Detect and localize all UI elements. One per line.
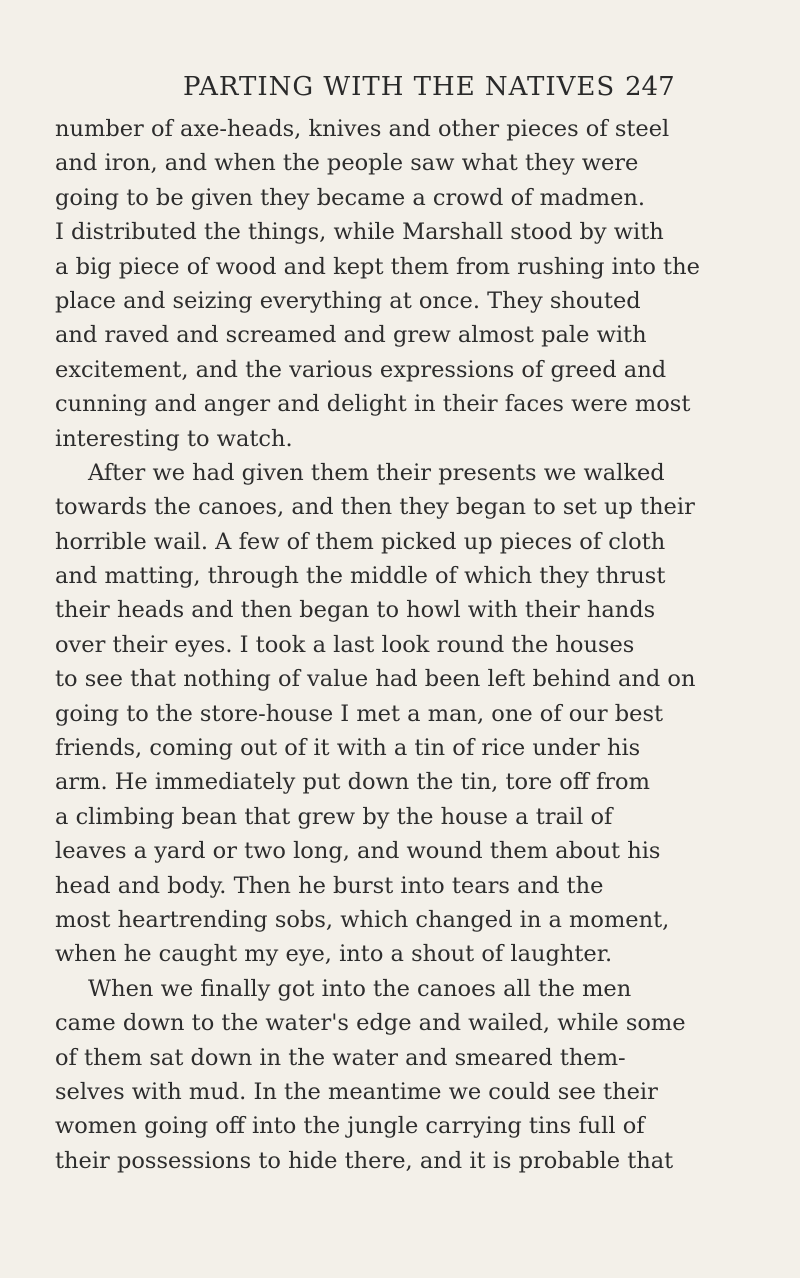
text-line: over their eyes. I took a last look round the houses: [55, 631, 635, 658]
text-line: their possessions to hide there, and it is probable that: [55, 1147, 674, 1174]
text-line: horrible wail. A few of them picked up pieces of cloth: [55, 528, 666, 555]
text-line-paragraph-start: When we finally got into the canoes all the men: [88, 975, 632, 1002]
text-line: cunning and anger and delight in their faces were most: [55, 391, 691, 418]
text-line: selves with mud. In the meantime we could see their: [55, 1078, 658, 1105]
text-line: I distributed the things, while Marshall stood by with: [55, 219, 664, 246]
body-text: [55, 112, 740, 1178]
text-line: arm. He immediately put down the tin, tore off from: [55, 769, 650, 796]
text-line: place and seizing everything at once. They shouted: [55, 287, 641, 314]
text-line: most heartrending sobs, which changed in a moment,: [55, 906, 670, 933]
text-line: and iron, and when the people saw what they were: [55, 150, 639, 177]
text-line: interesting to watch.: [55, 425, 293, 452]
text-line: and raved and screamed and grew almost pale with: [55, 322, 647, 349]
text-line: when he caught my eye, into a shout of laughter.: [55, 941, 613, 968]
text-line: going to be given they became a crowd of madmen.: [55, 184, 646, 211]
text-line: came down to the water's edge and wailed, while some: [55, 1010, 686, 1037]
text-line: women going off into the jungle carrying tins full of: [55, 1113, 645, 1140]
text-line: friends, coming out of it with a tin of rice under his: [55, 735, 641, 762]
running-head: PARTING WITH THE NATIVES: [183, 72, 616, 102]
text-line: towards the canoes, and then they began to set up their: [55, 494, 695, 521]
text-line: going to the store-house I met a man, one of our best: [55, 700, 664, 727]
text-line: a climbing bean that grew by the house a trail of: [55, 803, 613, 830]
text-line: leaves a yard or two long, and wound them about his: [55, 838, 661, 865]
text-line: to see that nothing of value had been left behind and on: [55, 666, 696, 693]
text-line: their heads and then began to howl with their hands: [55, 597, 656, 624]
page-number: 247: [625, 72, 675, 102]
text-line: head and body. Then he burst into tears and the: [55, 872, 604, 899]
text-line: excitement, and the various expressions of greed and: [55, 356, 667, 383]
text-line: and matting, through the middle of which they thrust: [55, 563, 666, 590]
text-line: of them sat down in the water and smeared them-: [55, 1044, 626, 1071]
text-line-paragraph-start: After we had given them their presents we walked: [88, 459, 665, 486]
page-header: [0, 72, 800, 108]
text-line: a big piece of wood and kept them from rushing into the: [55, 253, 700, 280]
text-line: number of axe-heads, knives and other pieces of steel: [55, 116, 670, 142]
